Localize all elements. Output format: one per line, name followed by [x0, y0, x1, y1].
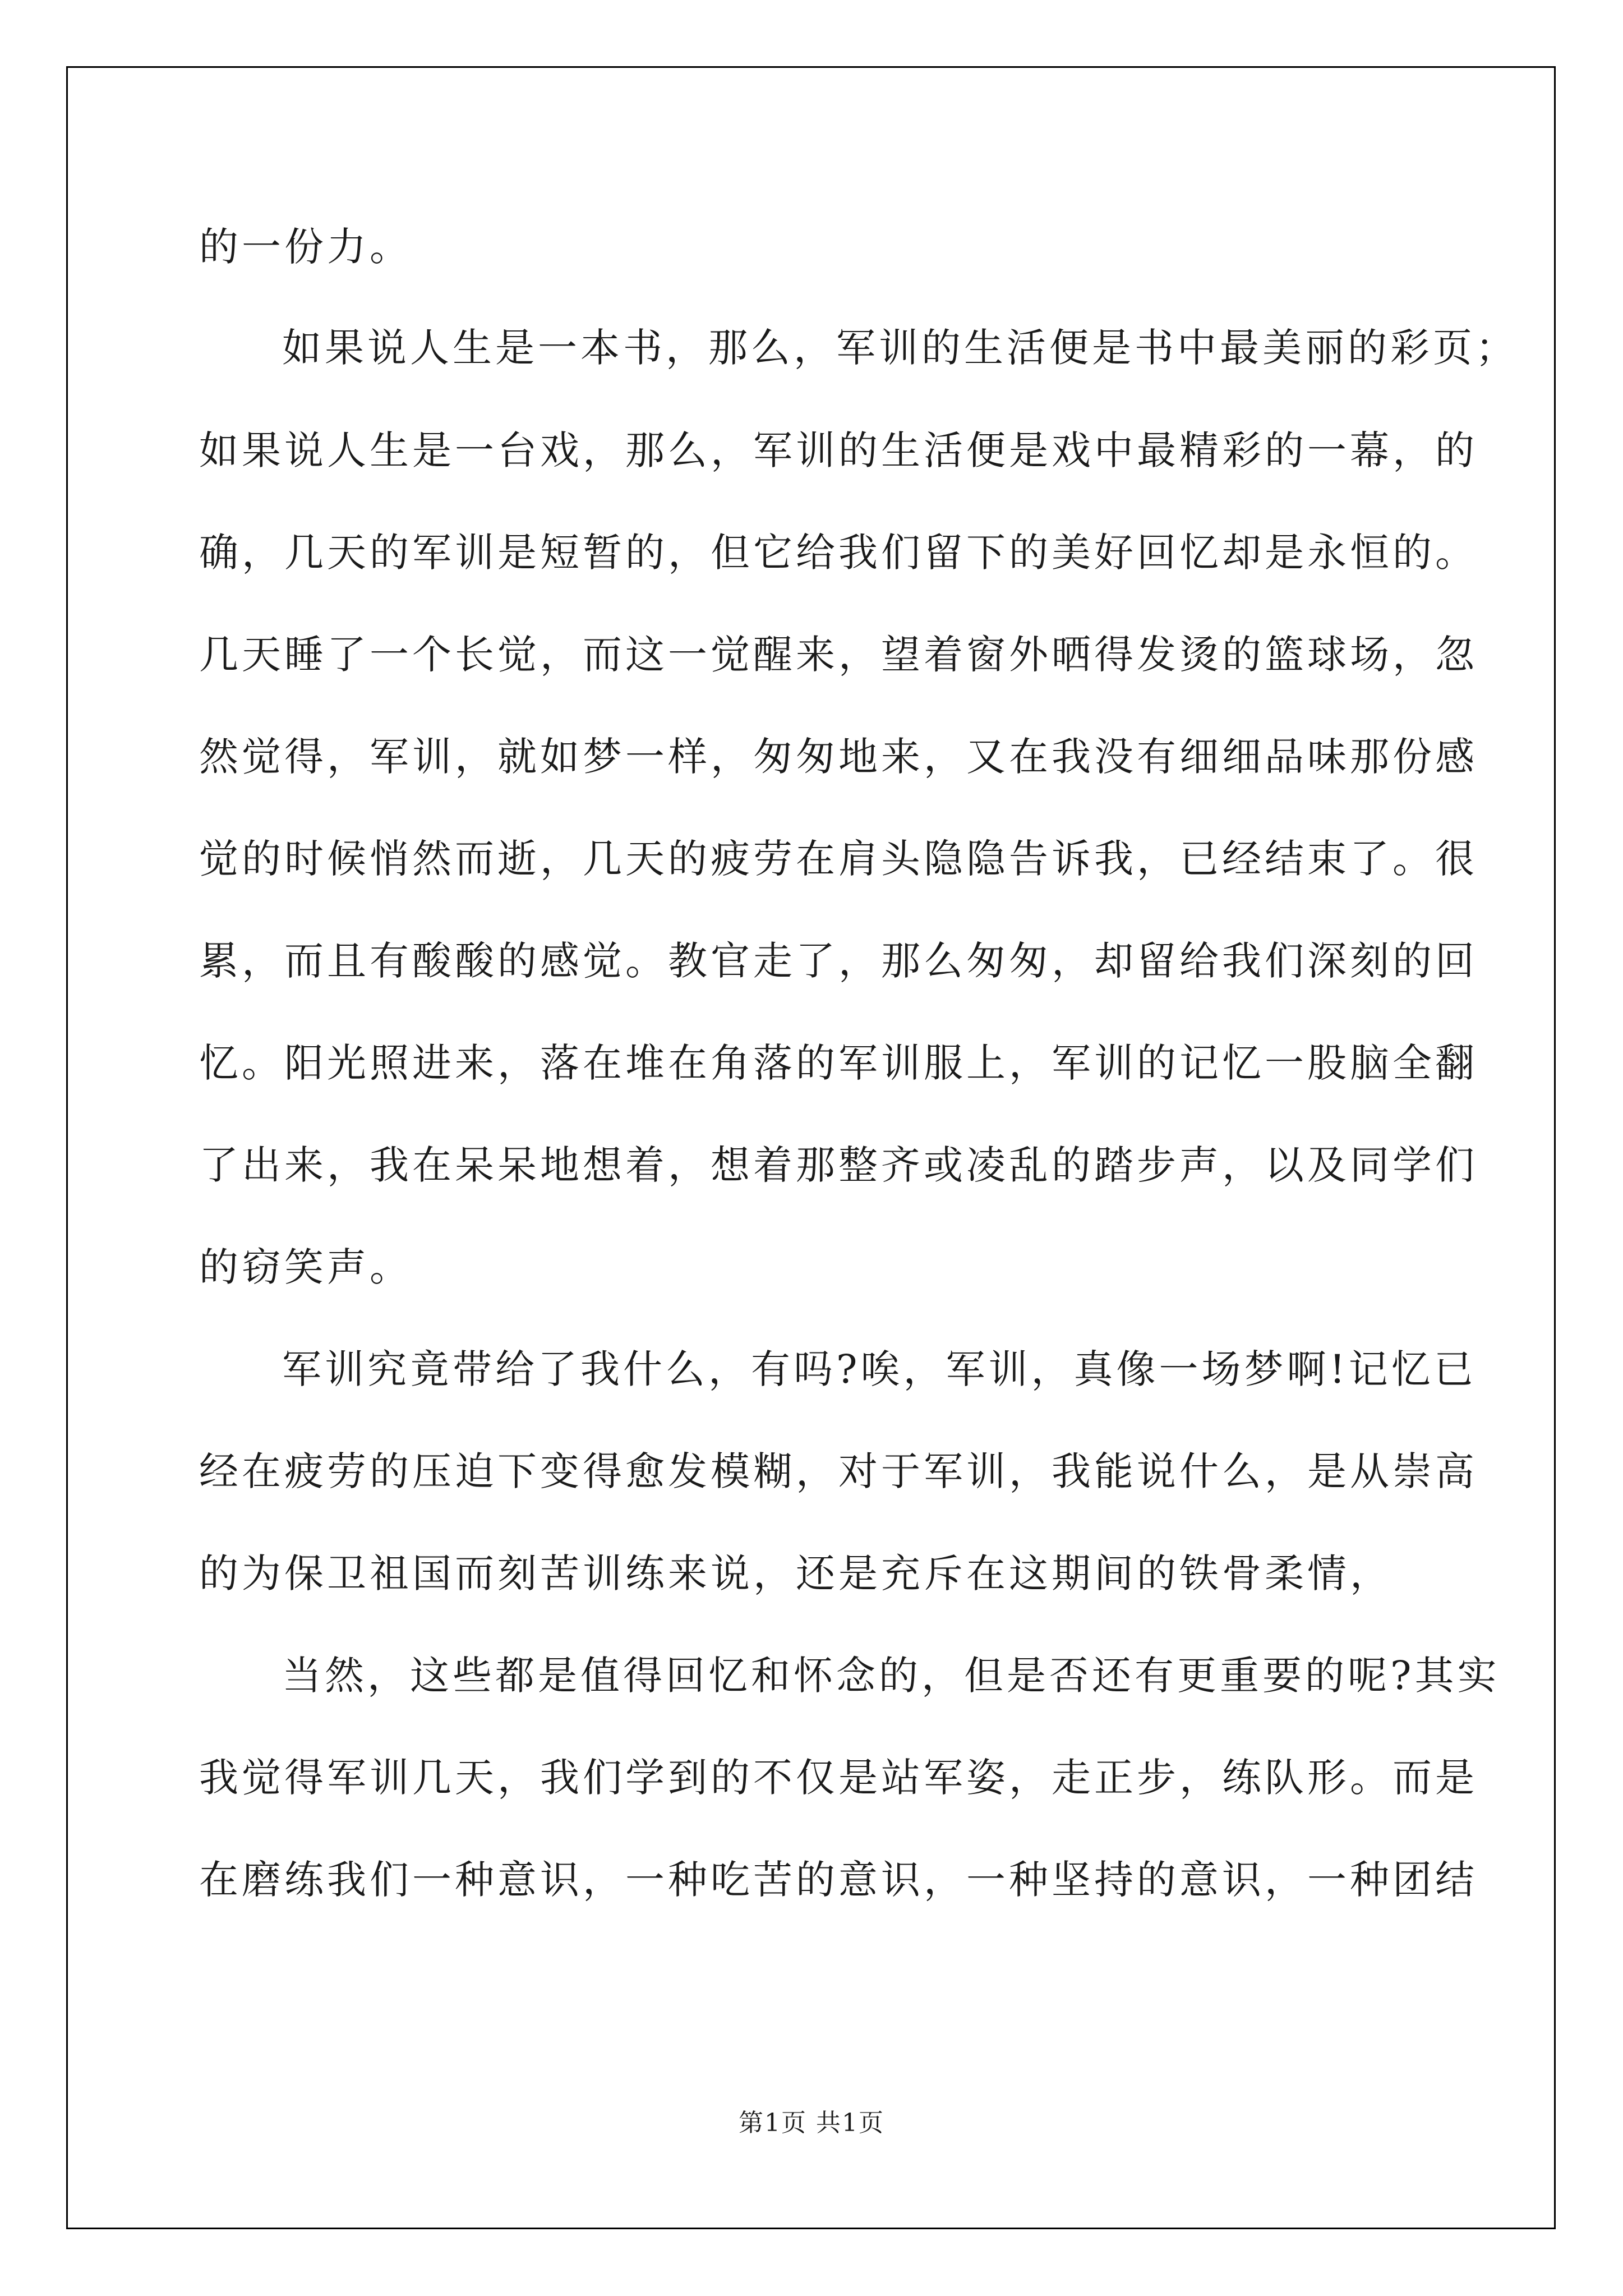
text-line: 觉的时候悄然而逝，几天的疲劳在肩头隐隐告诉我，已经结束了。很: [199, 836, 1478, 882]
paragraph-start-line: 如果说人生是一本书，那么，军训的生活便是书中最美丽的彩页；: [282, 325, 1518, 371]
paragraph-start-line: 当然，这些都是值得回忆和怀念的，但是否还有更重要的呢?其实: [282, 1653, 1500, 1699]
page-number-footer: 第1页 共1页: [739, 2109, 884, 2137]
text-line: 在磨练我们一种意识，一种吃苦的意识，一种坚持的意识，一种团结: [199, 1857, 1478, 1903]
text-line: 累，而且有酸酸的感觉。教官走了，那么匆匆，却留给我们深刻的回: [199, 938, 1478, 984]
text-line: 的一份力。: [199, 224, 412, 270]
text-line: 了出来，我在呆呆地想着，想着那整齐或凌乱的踏步声，以及同学们: [199, 1142, 1478, 1188]
text-line: 忆。阳光照进来，落在堆在角落的军训服上，军训的记忆一股脑全翻: [199, 1040, 1478, 1086]
text-line: 我觉得军训几天，我们学到的不仅是站军姿，走正步，练队形。而是: [199, 1755, 1478, 1801]
text-line: 几天睡了一个长觉，而这一觉醒来，望着窗外晒得发烫的篮球场，忽: [199, 632, 1478, 678]
text-line: 的窃笑声。: [199, 1244, 412, 1290]
text-line: 经在疲劳的压迫下变得愈发模糊，对于军训，我能说什么，是从崇高: [199, 1448, 1478, 1494]
text-line: 确，几天的军训是短暂的，但它给我们留下的美好回忆却是永恒的。: [199, 530, 1478, 576]
text-line: 如果说人生是一台戏，那么，军训的生活便是戏中最精彩的一幕，的: [199, 427, 1478, 473]
text-line: 然觉得，军训，就如梦一样，匆匆地来，又在我没有细细品味那份感: [199, 734, 1478, 780]
text-line: 的为保卫祖国而刻苦训练来说，还是充斥在这期间的铁骨柔情，: [199, 1550, 1393, 1596]
paragraph-start-line: 军训究竟带给了我什么，有吗?唉，军训，真像一场梦啊!记忆已: [282, 1346, 1477, 1392]
